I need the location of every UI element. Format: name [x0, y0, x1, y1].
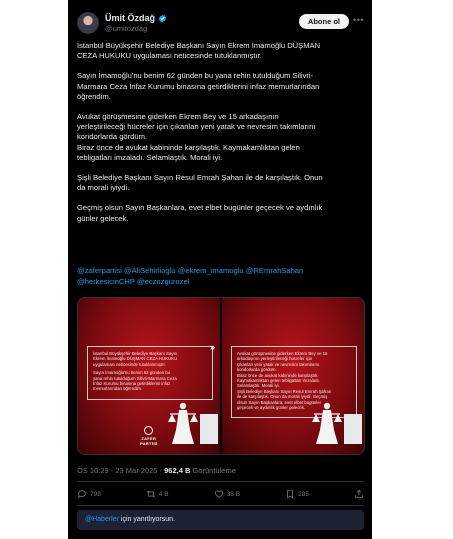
image-text: Sayın İmamoğlu'nu benim 62 günden bu yana rehin tutulduğum Silivri-Marmara Ceza İnfaz Kurumu binasına getirdiklerini infaz memurlarından öğrendim.	[93, 370, 177, 392]
reply-target-handle[interactable]: @Haberler	[85, 516, 119, 523]
image-text-box	[87, 346, 213, 400]
action-bar	[77, 487, 364, 501]
author-handle[interactable]: @umitozdag	[105, 24, 148, 33]
reply-notice-text: için yanıtlıyorsun.	[118, 516, 175, 523]
bookmark-count: 285	[298, 490, 309, 498]
tweet-paragraph: İstanbul Büyükşehir Belediye Başkanı Sayın Ekrem İmamoğlu DÜŞMAN CEZA HUKUKU uygulaması neticesinde tutuklanmıştır.	[77, 41, 321, 61]
media-image-2[interactable]	[222, 298, 364, 454]
retweet-icon	[146, 489, 156, 499]
view-count: 962,4 B	[164, 466, 191, 475]
mentions-line[interactable]: @zaferpartisi @AliSehirlioglu @ekrem_imamoglu @REmrahSahan	[77, 266, 304, 275]
divider	[77, 505, 364, 506]
follow-button[interactable]: Abone ol	[299, 14, 349, 29]
image-text: İstanbul Büyükşehir Belediye Başkanı Sayın Ekrem İmamoğlu DÜŞMAN CEZA HUKUKU uygulaması neticesinde tutuklanmıştır.	[93, 351, 178, 367]
lady-justice-icon	[166, 400, 200, 446]
tweet-panel	[68, 0, 372, 539]
avatar[interactable]	[77, 12, 99, 34]
like-count: 38 B	[226, 490, 241, 498]
tweet-paragraph: Avukat görüşmesine giderken Ekrem Bey ve 15 arkadaşının yerleştirileceği hücreler için çıkanlan yeni yatak ve nevresim takımlarını koridorlarda gördüm. Biraz önce de avukat kabininde karşılaştık. Kaymakamlıktan gelen tebligatları imzaladı. Selamlaştık. Morali iyi.	[77, 112, 316, 162]
tweet-body	[77, 41, 365, 234]
tweet-timestamp[interactable]: ÖS 10:29 · 23 Mar 2025 ·	[77, 466, 165, 475]
lady-justice-icon	[310, 400, 344, 446]
more-icon[interactable]: •••	[353, 15, 364, 25]
image-text: Avukat görüşmesine giderken Ekrem Bey ve 15 arkadaşının yerleştirileceği hücreler için çıkanlan yeni yatak ve nevresim takımlarını koridorlarda gördüm. Biraz önce de avukat kabininde karşılaştık. Kaymakamlıktan gelen tebligatları imzaladı. Selamlaştık. Morali iyi. Şişli Belediye Başkanı Sayın Resul Emrah Şahan ile de karşılaştık. Onun da morali iyiydi. Geçmiş olsun Sayın Başkanlara, evet elbet bugünler geçecek ve aydınlık günler gelecek.	[237, 351, 332, 411]
divider	[77, 481, 364, 482]
tweet-meta	[77, 466, 236, 475]
like-icon	[214, 489, 224, 499]
share-icon	[354, 489, 364, 499]
reply-notice[interactable]	[77, 510, 364, 530]
side-tag	[344, 414, 362, 444]
like-button[interactable]	[214, 489, 240, 499]
bookmark-icon	[285, 489, 295, 499]
reply-button[interactable]	[77, 489, 101, 499]
share-button[interactable]	[354, 489, 364, 499]
mentions-line[interactable]: @herkesicinCHP @eczozgurozel	[77, 276, 190, 286]
tweet-header	[77, 12, 364, 38]
media-image-1[interactable]	[78, 298, 220, 454]
tweet-mentions	[77, 266, 365, 287]
chevron-right-icon: »	[209, 342, 215, 352]
tweet-paragraph: Sayın İmamoğlu'nu benim 62 günden bu yana rehin tutulduğum Silivri- Marmara Ceza İnfaz Kurumu binasına getirdiklerini infaz memurlarından öğrendim.	[77, 71, 320, 101]
side-tag	[200, 414, 218, 444]
view-label: Görüntüleme	[190, 466, 236, 475]
reply-count: 798	[90, 490, 101, 498]
author-display-name[interactable]: Ümit Özdağ	[105, 13, 156, 23]
reply-icon	[77, 489, 87, 499]
tweet-paragraph: Geçmiş olsun Sayın Başkanlara, evet elbet bugünler geçecek ve aydınlık günler gelecek.	[77, 203, 323, 223]
party-logo-text: ZAFER PARTİSİ	[140, 436, 158, 446]
verified-badge-icon	[158, 14, 167, 23]
author-name-row	[105, 13, 167, 23]
bookmark-button[interactable]	[285, 489, 309, 499]
retweet-count: 4 B	[158, 490, 169, 498]
party-logo-icon	[144, 426, 153, 435]
media-grid	[77, 297, 365, 455]
tweet-paragraph: Şişli Belediye Başkanı Sayın Resul Emrah Şahan ile de karşılaştık. Onun da morali iyiydi.	[77, 173, 323, 193]
party-logo	[140, 426, 158, 446]
retweet-button[interactable]	[146, 489, 169, 499]
